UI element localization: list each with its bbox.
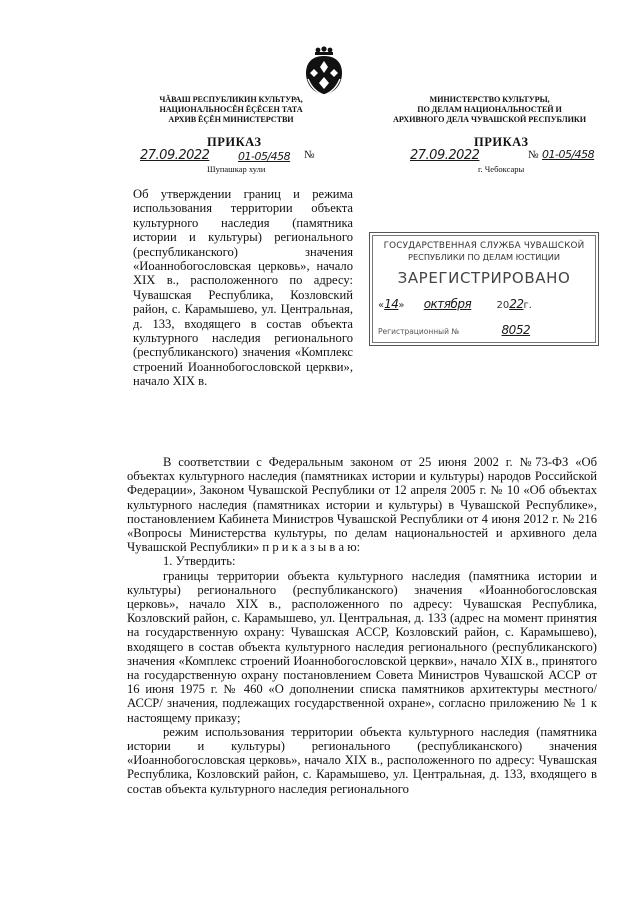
stamp-reg-number: 8052 — [501, 323, 531, 337]
order-number-sign-left: № — [304, 149, 315, 161]
order-city-right: г. Чебоксары — [478, 164, 525, 174]
order-body — [127, 455, 597, 796]
body-paragraph-boundaries: границы территории объекта культурного наследия (памятника истории и культуры) регионального (республиканского) значения «Иоаннобогословская церковь», начало XIX в., расположенного по адресу: Чувашская Республика, Козловский район, с. Карамышево, ул. Центральная, д. 133 (адрес на момент принятия на государственную охрану: Чувашская АССР, Козловский район, с. Карамышево), входящего в состав объекта культурного наследия регионального (республиканского) значения «Комплекс строений Иоаннобогословской церкви», начало XIX в., принятого на государственную охрану постановлением Совета Министров Чувашской АССР от 16 июня 1975 г. № 460 «О дополнении списка памятников архитектуры местного/АССР/ значения, подлежащих государственной охране», согласно приложению № 1 к настоящему приказу; — [127, 568, 597, 725]
right-header-line-3: АРХИВНОГО ДЕЛА ЧУВАШСКОЙ РЕСПУБЛИКИ — [393, 115, 586, 124]
body-paragraph-regime: режим использования территории объекта культурного наследия (памятника истории и культуры) регионального (республиканского) значения «Иоаннобогословская церковь», начало XIX в., расположенного по адресу: Чувашская Республика, Козловский район, с. Карамышево, ул. Центральная, д. 133, входящего в состав объекта культурного наследия регионального — [127, 724, 597, 796]
stamp-registered-label: ЗАРЕГИСТРИРОВАНО — [397, 269, 571, 287]
stamp-year-prefix: 20 — [496, 300, 510, 311]
stamp-agency-line-2: РЕСПУБЛИКИ ПО ДЕЛАМ ЮСТИЦИИ — [408, 252, 560, 262]
order-date-right: 27.09.2022 — [410, 148, 480, 163]
order-number-right: 01-05/458 — [542, 148, 595, 161]
order-city-left: Шупашкар хули — [207, 164, 266, 174]
stamp-year-suffix: г. — [523, 300, 532, 311]
stamp-month: октября — [423, 297, 472, 311]
stamp-day: 14 — [384, 297, 399, 311]
stamp-reg-label: Регистрационный № — [378, 327, 460, 336]
left-header-line-2: НАЦИОНАЛЬНОСĔН ĔÇĔСЕН ТАТА — [159, 105, 303, 114]
left-header-line-3: АРХИВ ĔÇĔН МИНИСТЕРСТВИ — [168, 115, 294, 124]
right-header-line-2: ПО ДЕЛАМ НАЦИОНАЛЬНОСТЕЙ И — [417, 105, 562, 114]
order-date-left: 27.09.2022 — [140, 148, 210, 163]
order-label-right: ПРИКАЗ — [474, 135, 529, 149]
coat-of-arms-emblem — [302, 45, 346, 97]
body-paragraph-approve: 1. Утвердить: — [163, 554, 236, 569]
registration-stamp — [369, 232, 599, 346]
stamp-date-line: «14» октября 2022г. — [378, 297, 532, 311]
chuvash-ministry-header — [142, 95, 320, 125]
left-header-line-1: ЧĂВАШ РЕСПУБЛИКИН КУЛЬТУРА, — [159, 95, 303, 104]
order-number-sign-right: № — [528, 149, 539, 161]
order-title: Об утверждении границ и режима использования территории объекта культурного наследия (памятника истории и культуры) регионального (республиканского) значения «Иоаннобогословская церковь», начало XIX в., расположенного по адресу: Чувашская Республика, Козловский район, с. Карамышево, ул. Центральная, д. 133, входящего в состав объекта культурного наследия регионального (республиканского) значения «Комплекс строений Иоаннобогословской церкви», начало XIX в. — [133, 187, 353, 389]
order-label-left: ПРИКАЗ — [207, 135, 262, 149]
russian-ministry-header — [372, 95, 607, 125]
body-paragraph-legal-basis: В соответствии с Федеральным законом от 25 июня 2002 г. №73-ФЗ «Об объектах культурного наследия (памятниках истории и культуры) народов Российской Федерации», Законом Чувашской Республики от 12 апреля 2005 г. № 10 «Об объектах культурного наследия (памятниках истории и культуры) в Чувашской Республике», постановлением Кабинета Министров Чувашской Республики от 4 июня 2012 г. № 216 «Вопросы Министерства культуры, по делам национальностей и архивного дела Чувашской Республики» п р и к а з ы в а ю: — [127, 455, 597, 555]
stamp-registration-line — [378, 323, 590, 337]
stamp-year: 22 — [509, 297, 524, 311]
right-header-line-1: МИНИСТЕРСТВО КУЛЬТУРЫ, — [429, 95, 550, 104]
order-number-left: 01-05/458 — [238, 150, 291, 163]
stamp-agency-line-1: ГОСУДАРСТВЕННАЯ СЛУЖБА ЧУВАШСКОЙ — [383, 241, 585, 251]
